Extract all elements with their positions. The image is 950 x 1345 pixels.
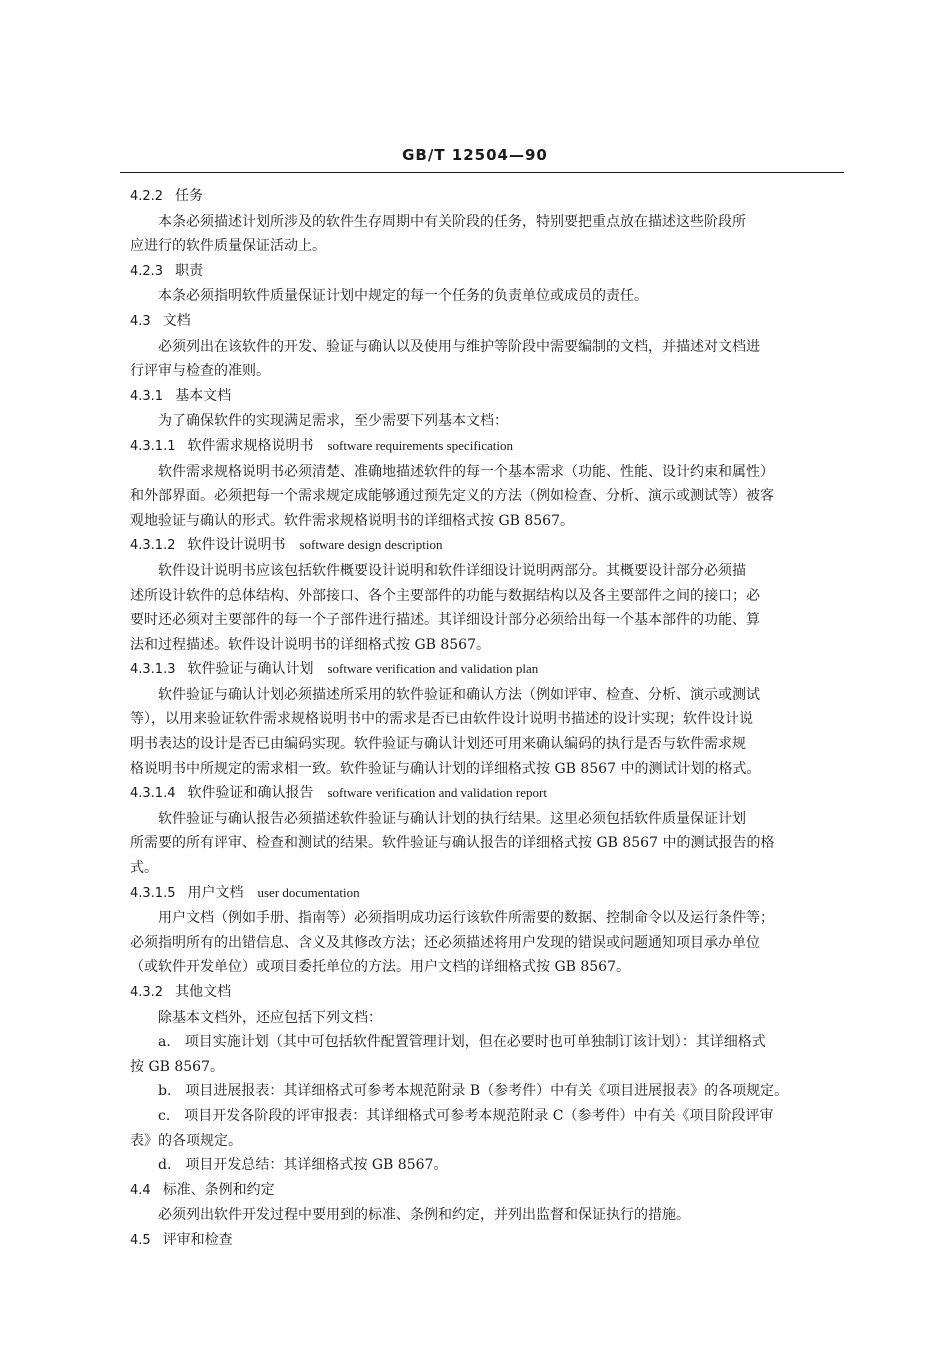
section-heading <box>130 980 840 1006</box>
document-body <box>130 184 840 1254</box>
paragraph-line: 所需要的所有评审、检查和测试的结果。软件验证与确认报告的详细格式按 GB 8567 中的测试报告的格 <box>130 835 775 852</box>
section-number: 4.3.1.2 <box>130 538 176 554</box>
paragraph-line: 述所设计软件的总体结构、外部接口、各个主要部件的功能与数据结构以及各主要部件之间的接口；必 <box>130 587 760 604</box>
section-heading <box>130 434 840 460</box>
paragraph-line: 等），以用来验证软件需求规格说明书中的需求是否已由软件设计说明书描述的设计实现；软件设计说 <box>130 711 753 728</box>
section-title: 文档 <box>162 312 191 329</box>
paragraph-line: 本条必须描述计划所涉及的软件生存周期中有关阶段的任务，特别要把重点放在描述这些阶段所 <box>158 213 746 230</box>
paragraph-line: 式。 <box>130 860 158 877</box>
section-english-title: software requirements specification <box>327 437 514 453</box>
section-title: 软件需求规格说明书 <box>187 437 314 454</box>
paragraph-line: 必须列出软件开发过程中要用到的标准、条例和约定，并列出监督和保证执行的措施。 <box>158 1207 690 1224</box>
paragraph-line: 软件验证与确认报告必须描述软件验证与确认计划的执行结果。这里必须包括软件质量保证计划 <box>158 810 746 827</box>
section-number: 4.2.2 <box>130 189 164 204</box>
section-title: 职责 <box>175 262 204 279</box>
section-number: 4.3.1 <box>130 388 164 404</box>
paragraph-line: 格说明书中所规定的需求相一致。软件验证与确认计划的详细格式按 GB 8567 中的测试计划的格式。 <box>130 760 761 777</box>
section-heading <box>130 1178 840 1204</box>
paragraph-line: 本条必须指明软件质量保证计划中规定的每一个任务的负责单位或成员的责任。 <box>158 288 648 305</box>
section-heading <box>130 1228 840 1254</box>
paragraph-line: 要时还必须对主要部件的每一个子部件进行描述。其详细设计部分必须给出每一个基本部件的功能、算 <box>130 612 760 629</box>
paragraph-line: 行评审与检查的准则。 <box>130 363 270 380</box>
section-english-title: software design description <box>299 537 443 553</box>
paragraph-line: 软件设计说明书应该包括软件概要设计说明和软件详细设计说明两部分。其概要设计部分必须描 <box>158 562 746 579</box>
paragraph-line: 为了确保软件的实现满足需求，至少需要下列基本文档： <box>158 413 508 430</box>
paragraph-line: 法和过程描述。软件设计说明书的详细格式按 GB 8567。 <box>130 636 490 653</box>
section-heading <box>130 384 840 410</box>
section-number: 4.4 <box>130 1182 151 1198</box>
paragraph-line: 和外部界面。必须把每一个需求规定成能够通过预先定义的方法（例如检查、分析、演示或测试等）被客 <box>130 488 774 505</box>
section-title: 任务 <box>175 188 204 204</box>
header-rule <box>120 172 844 173</box>
section-number: 4.3.1.1 <box>130 438 176 454</box>
section-title: 评审和检查 <box>162 1231 233 1248</box>
section-heading <box>130 184 840 210</box>
section-number: 4.3.1.3 <box>130 662 176 678</box>
paragraph-line: 按 GB 8567。 <box>130 1058 225 1075</box>
section-heading <box>130 259 840 285</box>
section-title: 用户文档 <box>187 884 244 901</box>
section-title: 软件验证与确认计划 <box>187 661 314 678</box>
section-heading <box>130 781 840 807</box>
list-item: d. 项目开发总结：其详细格式按 GB 8567。 <box>158 1157 448 1174</box>
paragraph-line: 表》的各项规定。 <box>130 1132 242 1149</box>
paragraph-line: 观地验证与确认的形式。软件需求规格说明书的详细格式按 GB 8567。 <box>130 512 574 529</box>
list-item: a. 项目实施计划（其中可包括软件配置管理计划，但在必要时也可单独制订该计划）：其详细格式 <box>158 1034 766 1051</box>
paragraph-line: 应进行的软件质量保证活动上。 <box>130 238 326 255</box>
section-title: 软件验证和确认报告 <box>187 785 314 802</box>
page-header-standard-number: GB/T 12504—90 <box>402 146 548 164</box>
section-title: 基本文档 <box>175 387 232 404</box>
section-english-title: user documentation <box>257 884 360 900</box>
section-heading <box>130 309 840 335</box>
paragraph-line: 必须指明所有的出错信息、含义及其修改方法；还必须描述将用户发现的错误或问题通知项目承办单位 <box>130 934 760 951</box>
list-item: c. 项目开发各阶段的评审报表：其详细格式可参考本规范附录 C（参考件）中有关《项目阶段评审 <box>158 1107 774 1124</box>
section-number: 4.3.1.4 <box>130 786 176 802</box>
section-english-title: software verification and validation report <box>327 785 547 801</box>
section-heading <box>130 657 840 683</box>
section-number: 4.3 <box>130 313 151 329</box>
paragraph-line: 软件验证与确认计划必须描述所采用的软件验证和确认方法（例如评审、检查、分析、演示或测试 <box>158 686 760 703</box>
section-title: 软件设计说明书 <box>187 537 286 554</box>
section-title: 其他文档 <box>175 984 232 1000</box>
paragraph-line: 必须列出在该软件的开发、验证与确认以及使用与维护等阶段中需要编制的文档，并描述对文档进 <box>158 338 760 355</box>
section-number: 4.3.1.5 <box>130 885 176 901</box>
paragraph-line: 软件需求规格说明书必须清楚、准确地描述软件的每一个基本需求（功能、性能、设计约束和属性） <box>158 463 774 480</box>
section-number: 4.5 <box>130 1232 151 1248</box>
list-item: b. 项目进展报表：其详细格式可参考本规范附录 B（参考件）中有关《项目进展报表》的各项规定。 <box>158 1083 789 1100</box>
paragraph-line: 明书表达的设计是否已由编码实现。软件验证与确认计划还可用来确认编码的执行是否与软件需求规 <box>130 736 746 753</box>
section-number: 4.3.2 <box>130 985 164 1000</box>
section-heading <box>130 881 840 907</box>
paragraph-line: 除基本文档外，还应包括下列文档： <box>158 1009 382 1026</box>
section-title: 标准、条例和约定 <box>162 1181 275 1198</box>
paragraph-line: 用户文档（例如手册、指南等）必须指明成功运行该软件所需要的数据、控制命令以及运行条件等； <box>158 910 774 927</box>
section-heading <box>130 533 840 559</box>
paragraph-line: （或软件开发单位）或项目委托单位的方法。用户文档的详细格式按 GB 8567。 <box>130 959 630 976</box>
section-number: 4.2.3 <box>130 263 164 279</box>
section-english-title: software verification and validation plan <box>327 661 539 677</box>
